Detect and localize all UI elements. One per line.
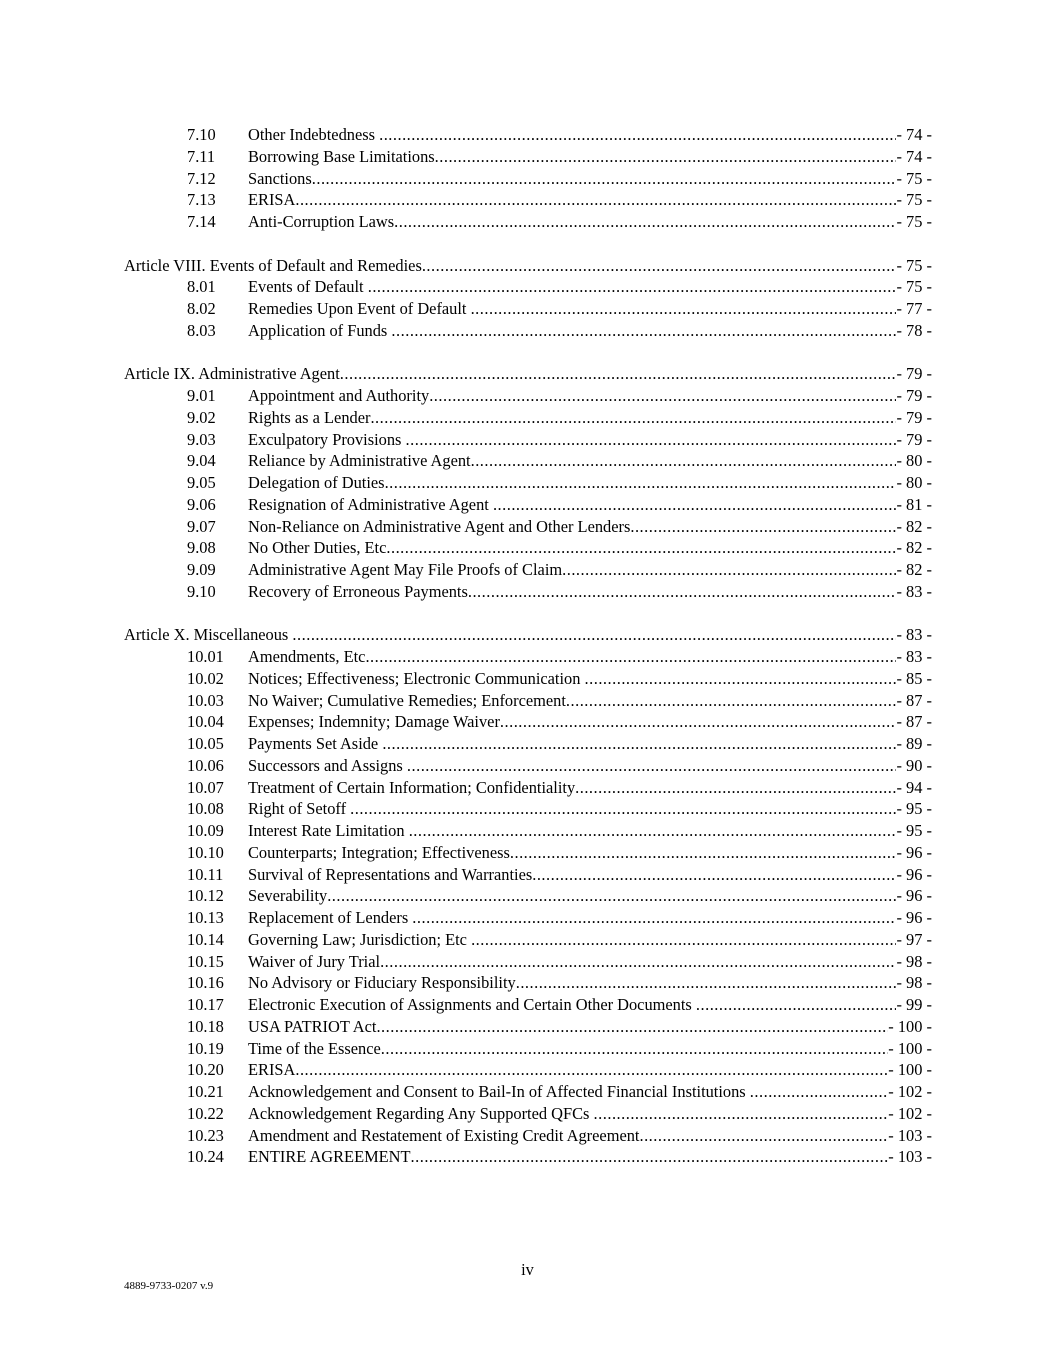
toc-section-entry[interactable]: [124, 494, 932, 516]
entry-page-number: - 82 -: [896, 560, 932, 579]
dot-leader: [566, 690, 897, 712]
section-number: 10.14: [187, 929, 224, 949]
entry-title: Administrative Agent May File Proofs of Claim: [248, 560, 563, 579]
dot-leader: [493, 494, 897, 516]
entry-page-number: - 90 -: [896, 755, 932, 775]
dot-leader: [340, 363, 897, 385]
entry-title-leader: [248, 298, 896, 320]
dot-leader: [696, 994, 897, 1016]
entry-title: Article X. Miscellaneous: [124, 625, 293, 645]
entry-title: Successors and Assigns: [248, 755, 407, 775]
entry-title-leader: [248, 864, 896, 886]
entry-title-leader: [248, 668, 896, 690]
entry-title: Exculpatory Provisions: [248, 429, 406, 449]
entry-page-number: - 98 -: [896, 951, 932, 971]
entry-title: Treatment of Certain Information; Confidentiality: [248, 777, 576, 797]
entry-title-leader: [248, 581, 896, 603]
dot-leader: [500, 711, 897, 733]
entry-title: Acknowledgement and Consent to Bail-In of Affected Financial Institutions: [248, 1082, 750, 1101]
toc-section-entry[interactable]: [124, 450, 932, 472]
entry-title-leader: [248, 711, 896, 733]
entry-title: Waiver of Jury Trial: [248, 951, 381, 971]
entry-title-leader: [248, 472, 896, 494]
entry-title-leader: [248, 168, 896, 190]
entry-page-number: - 80 -: [896, 451, 932, 471]
section-number: 10.01: [187, 647, 224, 666]
entry-title-leader: [248, 798, 896, 820]
section-number: 9.02: [187, 407, 216, 427]
dot-leader: [575, 777, 896, 799]
entry-title-leader: [248, 842, 896, 864]
entry-page-number: - 82 -: [896, 516, 932, 536]
toc-section-entry[interactable]: [124, 733, 932, 755]
toc-section-entry[interactable]: [124, 1059, 932, 1081]
entry-title-leader: [248, 907, 896, 929]
dot-leader: [391, 320, 896, 342]
entry-page-number: - 95 -: [896, 799, 932, 819]
dot-leader: [295, 1059, 888, 1081]
entry-page-number: - 96 -: [896, 864, 932, 884]
section-number: 9.03: [187, 429, 216, 449]
toc-section-entry[interactable]: [124, 1081, 932, 1103]
section-number: 10.05: [187, 734, 224, 753]
entry-page-number: - 99 -: [896, 995, 932, 1014]
toc-section-entry[interactable]: [124, 711, 932, 733]
section-number: 10.08: [187, 799, 224, 819]
section-number: 10.02: [187, 668, 224, 688]
section-number: 10.19: [187, 1038, 224, 1058]
page-number: iv: [521, 1260, 534, 1279]
entry-page-number: - 96 -: [896, 908, 932, 927]
entry-page-number: - 75 -: [896, 212, 932, 231]
toc-section-entry[interactable]: [124, 907, 932, 929]
entry-title-leader: [248, 994, 896, 1016]
dot-leader: [407, 755, 897, 777]
entry-page-number: - 85 -: [896, 668, 932, 688]
dot-leader: [292, 624, 896, 646]
entry-page-number: - 96 -: [896, 842, 932, 862]
toc-section-entry[interactable]: [124, 298, 932, 320]
dot-leader: [471, 929, 896, 951]
toc-section-entry[interactable]: [124, 668, 932, 690]
toc-section-entry[interactable]: [124, 516, 932, 538]
entry-title-leader: [124, 363, 896, 385]
entry-title: No Waiver; Cumulative Remedies; Enforcement: [248, 690, 566, 710]
entry-title-leader: [248, 951, 896, 973]
entry-title: Anti-Corruption Laws: [248, 212, 395, 231]
section-number: 9.05: [187, 473, 216, 492]
dot-leader: [468, 581, 897, 603]
entry-page-number: - 75 -: [896, 168, 932, 188]
section-number: 7.10: [187, 125, 216, 144]
entry-page-number: - 103 -: [888, 1125, 932, 1145]
entry-title: Reliance by Administrative Agent: [248, 451, 471, 471]
toc-section-entry[interactable]: [124, 146, 932, 168]
entry-title-leader: [248, 1146, 888, 1168]
dot-leader: [532, 864, 896, 886]
entry-title-leader: [248, 146, 896, 168]
entry-title: Acknowledgement Regarding Any Supported QFCs: [248, 1103, 594, 1123]
toc-section-entry[interactable]: [124, 864, 932, 886]
entry-title: Rights as a Lender: [248, 407, 371, 427]
entry-title: Amendments, Etc: [248, 647, 366, 666]
section-number: 10.11: [187, 864, 224, 884]
entry-title: Electronic Execution of Assignments and Certain Other Documents: [248, 995, 696, 1014]
entry-page-number: - 87 -: [896, 712, 932, 732]
toc-section-entry[interactable]: [124, 211, 932, 233]
entry-page-number: - 79 -: [896, 429, 932, 449]
dot-leader: [406, 429, 897, 451]
entry-title-leader: [124, 255, 896, 277]
toc-article-entry[interactable]: [124, 624, 932, 646]
entry-title-leader: [248, 320, 896, 342]
dot-leader: [327, 885, 896, 907]
entry-title-leader: [248, 1125, 888, 1147]
entry-page-number: - 83 -: [896, 581, 932, 601]
section-number: 10.04: [187, 712, 224, 732]
dot-leader: [382, 733, 896, 755]
entry-title: Interest Rate Limitation: [248, 821, 409, 840]
table-of-contents: [124, 124, 932, 1168]
entry-title-leader: [248, 516, 896, 538]
entry-title-leader: [248, 124, 896, 146]
toc-section-entry[interactable]: [124, 407, 932, 429]
entry-title: ERISA: [248, 1060, 296, 1080]
dot-leader: [386, 537, 896, 559]
entry-title-leader: [248, 820, 896, 842]
toc-section-entry[interactable]: [124, 1016, 932, 1038]
section-number: 10.15: [187, 951, 224, 971]
toc-section-entry[interactable]: [124, 690, 932, 712]
toc-section-entry[interactable]: [124, 1038, 932, 1060]
toc-section-entry[interactable]: [124, 929, 932, 951]
entry-page-number: - 103 -: [888, 1147, 932, 1167]
section-number: 8.02: [187, 299, 216, 318]
dot-leader: [422, 255, 897, 277]
entry-title: Other Indebtedness: [248, 125, 380, 144]
dot-leader: [365, 646, 896, 668]
section-number: 9.10: [187, 581, 216, 601]
toc-section-entry[interactable]: [124, 777, 932, 799]
toc-section-entry[interactable]: [124, 972, 932, 994]
entry-title: Article IX. Administrative Agent: [124, 364, 340, 384]
entry-title: Events of Default: [248, 277, 368, 297]
entry-page-number: - 94 -: [896, 777, 932, 797]
toc-section-entry[interactable]: [124, 276, 932, 298]
entry-title: No Advisory or Fiduciary Responsibility: [248, 973, 516, 993]
entry-title-leader: [248, 777, 896, 799]
dot-leader: [350, 798, 896, 820]
entry-title-leader: [248, 189, 896, 211]
toc-section-entry[interactable]: [124, 559, 932, 581]
entry-page-number: - 81 -: [896, 494, 932, 514]
dot-leader: [385, 472, 897, 494]
toc-article-entry[interactable]: [124, 255, 932, 277]
entry-page-number: - 75 -: [896, 277, 932, 297]
entry-title-leader: [248, 1016, 888, 1038]
toc-section-entry[interactable]: [124, 885, 932, 907]
toc-section-entry[interactable]: [124, 385, 932, 407]
entry-page-number: - 78 -: [896, 320, 932, 340]
toc-section-entry[interactable]: [124, 646, 932, 668]
dot-leader: [312, 168, 897, 190]
toc-section-entry[interactable]: [124, 581, 932, 603]
entry-page-number: - 98 -: [896, 973, 932, 993]
entry-title: No Other Duties, Etc: [248, 538, 387, 558]
dot-leader: [516, 972, 897, 994]
entry-page-number: - 75 -: [896, 190, 932, 210]
entry-title-leader: [248, 755, 896, 777]
entry-page-number: - 97 -: [896, 929, 932, 949]
section-number: 8.01: [187, 277, 216, 297]
section-number: 9.09: [187, 560, 216, 579]
toc-section-entry[interactable]: [124, 1146, 932, 1168]
section-number: 10.18: [187, 1016, 224, 1036]
entry-page-number: - 102 -: [888, 1103, 932, 1123]
entry-title: ENTIRE AGREEMENT: [248, 1147, 411, 1167]
toc-section-entry[interactable]: [124, 168, 932, 190]
entry-title: Time of the Essence: [248, 1038, 381, 1058]
entry-title: Payments Set Aside: [248, 734, 383, 753]
entry-title: Borrowing Base Limitations: [248, 146, 435, 166]
dot-leader: [750, 1081, 889, 1103]
dot-leader: [471, 298, 897, 320]
entry-title-leader: [248, 1059, 888, 1081]
dot-leader: [585, 668, 897, 690]
section-number: 10.07: [187, 777, 224, 797]
entry-title: Resignation of Administrative Agent: [248, 494, 493, 514]
section-number: 10.09: [187, 821, 224, 840]
toc-section-entry[interactable]: [124, 320, 932, 342]
entry-title: Counterparts; Integration; Effectiveness: [248, 842, 510, 862]
dot-leader: [471, 450, 897, 472]
toc-section-entry[interactable]: [124, 1103, 932, 1125]
section-number: 10.16: [187, 973, 224, 993]
section-number: 10.10: [187, 842, 224, 862]
entry-page-number: - 83 -: [896, 647, 932, 666]
section-number: 10.21: [187, 1082, 224, 1101]
entry-title-leader: [248, 450, 896, 472]
toc-section-entry[interactable]: [124, 755, 932, 777]
entry-page-number: - 95 -: [896, 821, 932, 840]
toc-section-entry[interactable]: [124, 124, 932, 146]
entry-title: Application of Funds: [248, 320, 392, 340]
entry-title-leader: [248, 972, 896, 994]
section-number: 9.06: [187, 494, 216, 514]
toc-section-entry[interactable]: [124, 820, 932, 842]
dot-leader: [510, 842, 897, 864]
section-number: 10.03: [187, 690, 224, 710]
entry-title: Delegation of Duties: [248, 473, 385, 492]
dot-leader: [594, 1103, 889, 1125]
entry-title-leader: [248, 646, 896, 668]
toc-section-entry[interactable]: [124, 842, 932, 864]
section-number: 7.12: [187, 168, 216, 188]
entry-title-leader: [248, 276, 896, 298]
entry-title: Replacement of Lenders: [248, 908, 413, 927]
dot-leader: [411, 1146, 889, 1168]
entry-page-number: - 96 -: [896, 886, 932, 906]
entry-page-number: - 100 -: [888, 1038, 932, 1058]
entry-page-number: - 79 -: [896, 386, 932, 405]
entry-title: Appointment and Authority: [248, 386, 430, 405]
entry-title: USA PATRIOT Act: [248, 1016, 377, 1036]
dot-leader: [381, 1038, 889, 1060]
toc-section-entry[interactable]: [124, 429, 932, 451]
entry-page-number: - 79 -: [896, 364, 932, 384]
dot-leader: [630, 516, 896, 538]
entry-title-leader: [248, 690, 896, 712]
dot-leader: [295, 189, 896, 211]
dot-leader: [429, 385, 896, 407]
entry-page-number: - 80 -: [896, 473, 932, 492]
section-number: 7.11: [187, 146, 216, 166]
section-number: 10.12: [187, 886, 224, 906]
section-number: 7.14: [187, 212, 216, 231]
entry-title-leader: [248, 733, 896, 755]
toc-article-entry[interactable]: [124, 363, 932, 385]
section-number: 9.07: [187, 516, 216, 536]
entry-page-number: - 100 -: [888, 1060, 932, 1080]
entry-page-number: - 74 -: [896, 146, 932, 166]
entry-title: Expenses; Indemnity; Damage Waiver: [248, 712, 500, 732]
entry-title: Sanctions: [248, 168, 312, 188]
entry-page-number: - 83 -: [896, 625, 932, 645]
toc-section-entry[interactable]: [124, 1125, 932, 1147]
entry-title-leader: [248, 1081, 888, 1103]
dot-leader: [370, 407, 896, 429]
dot-leader: [376, 1016, 888, 1038]
dot-leader: [394, 211, 896, 233]
entry-title-leader: [248, 885, 896, 907]
entry-page-number: - 75 -: [896, 255, 932, 275]
entry-title-leader: [248, 1103, 888, 1125]
section-number: 10.24: [187, 1147, 224, 1167]
entry-title: Right of Setoff: [248, 799, 351, 819]
section-number: 10.17: [187, 995, 224, 1014]
entry-title: Governing Law; Jurisdiction; Etc: [248, 929, 472, 949]
entry-page-number: - 74 -: [896, 125, 932, 144]
dot-leader: [562, 559, 896, 581]
entry-title-leader: [248, 537, 896, 559]
entry-title: Recovery of Erroneous Payments: [248, 581, 468, 601]
entry-title: Survival of Representations and Warranties: [248, 864, 533, 884]
section-number: 10.22: [187, 1103, 224, 1123]
entry-title: Severability: [248, 886, 328, 906]
entry-title: Notices; Effectiveness; Electronic Communication: [248, 668, 585, 688]
section-number: 9.08: [187, 538, 216, 558]
dot-leader: [379, 124, 896, 146]
entry-title: ERISA: [248, 190, 296, 210]
entry-title-leader: [248, 929, 896, 951]
section-number: 10.23: [187, 1125, 224, 1145]
dot-leader: [412, 907, 896, 929]
toc-section-entry[interactable]: [124, 951, 932, 973]
document-id: 4889-9733-0207 v.9: [124, 1280, 214, 1292]
section-number: 8.03: [187, 320, 216, 340]
dot-leader: [380, 951, 896, 973]
entry-title-leader: [248, 494, 896, 516]
dot-leader: [409, 820, 897, 842]
dot-leader: [435, 146, 897, 168]
entry-page-number: - 100 -: [888, 1016, 932, 1036]
entry-title: Remedies Upon Event of Default: [248, 299, 471, 318]
entry-title-leader: [248, 385, 896, 407]
entry-page-number: - 102 -: [888, 1082, 932, 1101]
section-number: 10.13: [187, 908, 224, 927]
section-number: 9.01: [187, 386, 216, 405]
entry-page-number: - 77 -: [896, 299, 932, 318]
section-number: 10.20: [187, 1060, 224, 1080]
toc-section-entry[interactable]: [124, 994, 932, 1016]
entry-title: Amendment and Restatement of Existing Credit Agreement: [248, 1125, 640, 1145]
entry-page-number: - 87 -: [896, 690, 932, 710]
entry-title: Article VIII. Events of Default and Remedies: [124, 255, 422, 275]
toc-section-entry[interactable]: [124, 798, 932, 820]
section-number: 7.13: [187, 190, 216, 210]
section-number: 10.06: [187, 755, 224, 775]
entry-page-number: - 79 -: [896, 407, 932, 427]
section-number: 9.04: [187, 451, 216, 471]
toc-section-entry[interactable]: [124, 472, 932, 494]
entry-page-number: - 89 -: [896, 734, 932, 753]
dot-leader: [639, 1125, 888, 1147]
toc-section-entry[interactable]: [124, 537, 932, 559]
entry-title-leader: [124, 624, 896, 646]
entry-title-leader: [248, 1038, 888, 1060]
entry-page-number: - 82 -: [896, 538, 932, 558]
dot-leader: [368, 276, 897, 298]
entry-title-leader: [248, 407, 896, 429]
entry-title-leader: [248, 559, 896, 581]
entry-title-leader: [248, 429, 896, 451]
toc-section-entry[interactable]: [124, 189, 932, 211]
entry-title-leader: [248, 211, 896, 233]
entry-title: Non-Reliance on Administrative Agent and Other Lenders: [248, 516, 631, 536]
